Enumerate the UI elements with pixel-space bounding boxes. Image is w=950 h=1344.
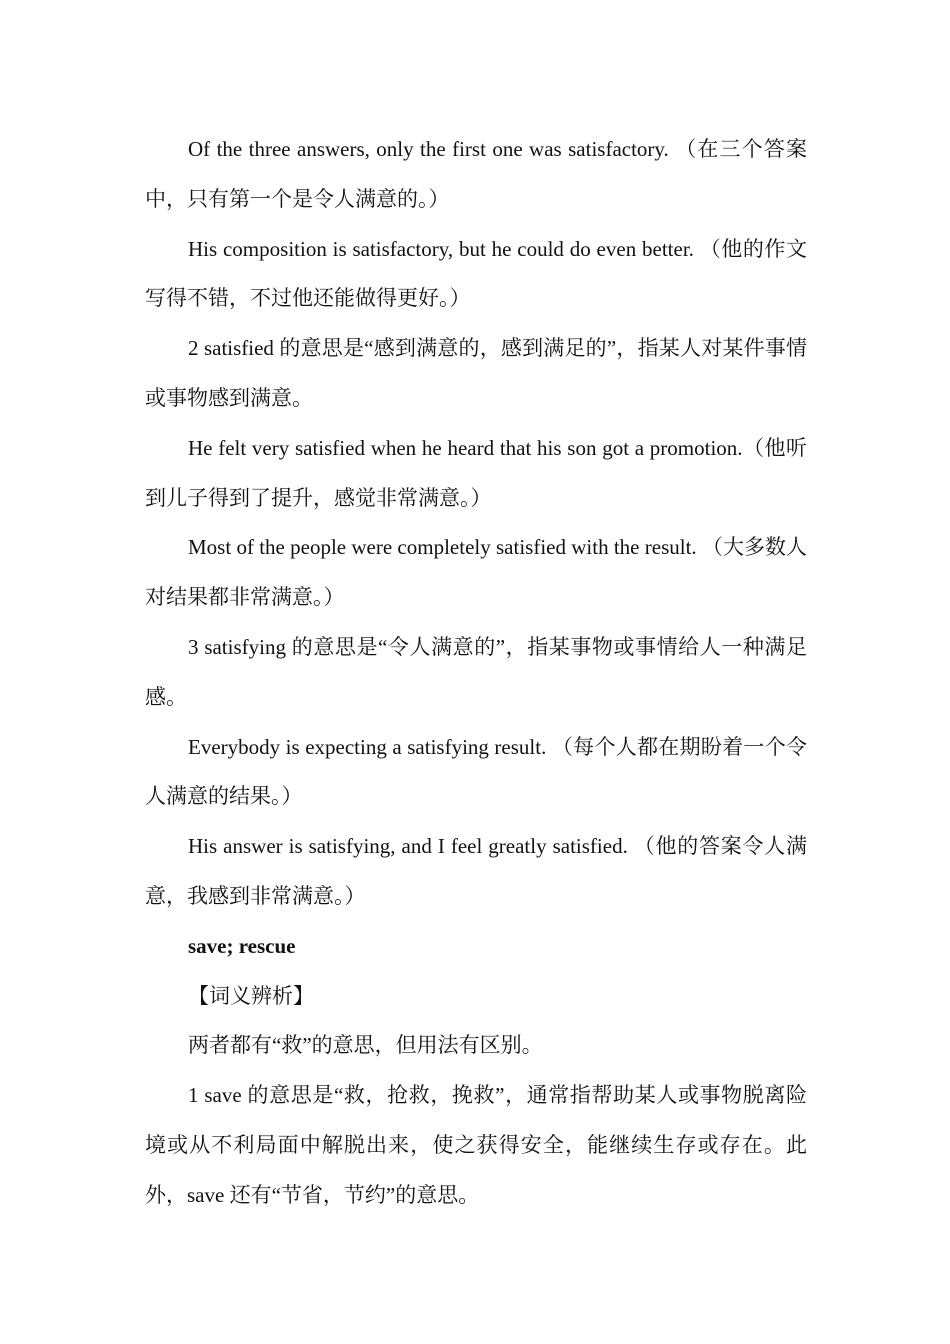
paragraph-example-satisfied-2: Most of the people were completely satisfied with the result. （大多数人对结果都非常满意。） bbox=[145, 535, 807, 610]
document-page bbox=[145, 125, 807, 1221]
subheading-word-analysis: 【词义辨析】 bbox=[188, 983, 314, 1008]
paragraph-definition-save: 1 save 的意思是“救，抢救，挽救”，通常指帮助某人或事物脱离险境或从不利局面中解脱出来，使之获得安全，能继续生存或存在。此外，save 还有“节省，节约”的意思。 bbox=[145, 1083, 807, 1207]
paragraph-definition-satisfied: 2 satisfied 的意思是“感到满意的，感到满足的”，指某人对某件事情或事物感到满意。 bbox=[145, 336, 807, 410]
paragraph-definition-satisfying: 3 satisfying 的意思是“令人满意的”，指某事物或事情给人一种满足感。 bbox=[145, 634, 807, 709]
paragraph-intro-save-rescue: 两者都有“救”的意思，但用法有区别。 bbox=[188, 1033, 543, 1058]
paragraph-example-satisfying-2: His answer is satisfying, and I feel greatly satisfied. （他的答案令人满意，我感到非常满意。） bbox=[145, 834, 807, 908]
paragraph-example-satisfactory-1: Of the three answers, only the first one was satisfactory. （在三个答案中，只有第一个是令人满意的。） bbox=[145, 137, 807, 211]
paragraph-example-satisfied-1: He felt very satisfied when he heard that his son got a promotion.（他听到儿子得到了提升，感觉非常满意。） bbox=[145, 435, 807, 510]
paragraph-example-satisfying-1: Everybody is expecting a satisfying result. （每个人都在期盼着一个令人满意的结果。） bbox=[145, 734, 807, 809]
paragraph-example-satisfactory-2: His composition is satisfactory, but he could do even better. （他的作文写得不错，不过他还能做得更好。） bbox=[145, 236, 807, 311]
section-heading-save-rescue: save; rescue bbox=[188, 933, 296, 958]
